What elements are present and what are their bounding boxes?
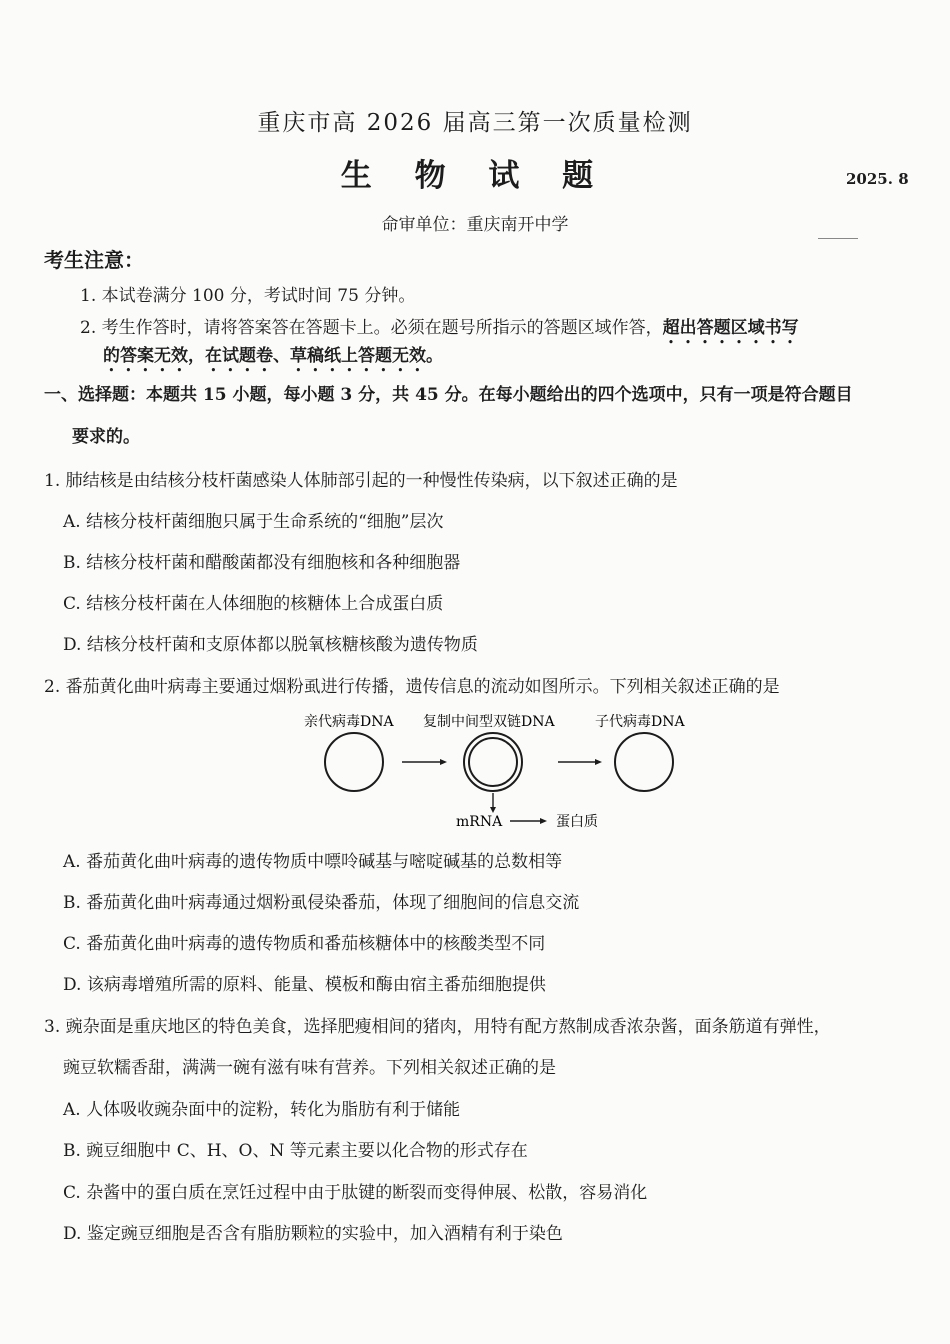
- question-3-stem-cont: 豌豆软糯香甜，满满一碗有滋有味有营养。下列相关叙述正确的是: [63, 1058, 556, 1078]
- question-2-option-c: C. 番茄黄化曲叶病毒的遗传物质和番茄核糖体中的核酸类型不同: [63, 934, 546, 954]
- label-parent-dna: 亲代病毒DNA: [304, 714, 394, 730]
- question-2-option-a: A. 番茄黄化曲叶病毒的遗传物质中嘌呤碱基与嘧啶碱基的总数相等: [63, 852, 563, 872]
- arrow-4-head: [540, 818, 547, 824]
- question-3-stem: 3. 豌杂面是重庆地区的特色美食，选择肥瘦相间的猪肉，用特有配方熬制成香浓杂酱，面条筋道有弹性，: [44, 1017, 831, 1037]
- parent-dna-circle: [325, 733, 383, 791]
- arrow-2-head: [595, 759, 602, 765]
- notice-item-1: 1. 本试卷满分 100 分，考试时间 75 分钟。: [80, 286, 416, 306]
- arrow-1-head: [440, 759, 447, 765]
- setter-unit: 命审单位：重庆南开中学: [381, 215, 569, 235]
- question-2-option-d: D. 该病毒增殖所需的原料、能量、模板和酶由宿主番茄细胞提供: [63, 975, 546, 995]
- question-1-stem: 1. 肺结核是由结核分枝杆菌感染人体肺部引起的一种慢性传染病，以下叙述正确的是: [44, 471, 678, 491]
- notice-item-2-emphasis-cont: 的答案无效，在试题卷、草稿纸上答题无效。: [103, 346, 443, 366]
- exam-name: 重庆市高 2026 届高三第一次质量检测: [257, 110, 693, 136]
- intermediate-dna-inner-circle: [469, 738, 517, 786]
- exam-date: 2025. 8: [846, 170, 909, 188]
- replication-diagram: [290, 705, 710, 835]
- label-protein: 蛋白质: [556, 814, 598, 830]
- label-progeny-dna: 子代病毒DNA: [595, 714, 685, 730]
- progeny-dna-circle: [615, 733, 673, 791]
- question-1-option-a: A. 结核分枝杆菌细胞只属于生命系统的“细胞”层次: [63, 512, 444, 532]
- question-2-option-b: B. 番茄黄化曲叶病毒通过烟粉虱侵染番茄，体现了细胞间的信息交流: [63, 893, 580, 913]
- question-3-option-c: C. 杂酱中的蛋白质在烹饪过程中由于肽键的断裂而变得伸展、松散，容易消化: [63, 1183, 648, 1203]
- label-mrna: mRNA: [456, 814, 503, 830]
- notice-heading: 考生注意：: [44, 248, 144, 272]
- section-heading-cont: 要求的。: [72, 427, 140, 447]
- question-3-option-b: B. 豌豆细胞中 C、H、O、N 等元素主要以化合物的形式存在: [63, 1141, 528, 1161]
- divider: [818, 238, 858, 239]
- question-3-option-a: A. 人体吸收豌杂面中的淀粉，转化为脂肪有利于储能: [63, 1100, 461, 1120]
- question-1-option-d: D. 结核分枝杆菌和支原体都以脱氧核糖核酸为遗传物质: [63, 635, 478, 655]
- question-1-option-c: C. 结核分枝杆菌在人体细胞的核糖体上合成蛋白质: [63, 594, 444, 614]
- question-3-option-d: D. 鉴定豌豆细胞是否含有脂肪颗粒的实验中，加入酒精有利于染色: [63, 1224, 563, 1244]
- notice-item-2-text: 2. 考生作答时，请将答案答在答题卡上。必须在题号所指示的答题区域作答，: [80, 318, 663, 338]
- section-heading: 一、选择题：本题共 15 小题，每小题 3 分，共 45 分。在每小题给出的四个选项中，只有一项是符合题目: [44, 385, 853, 405]
- intermediate-dna-outer-circle: [464, 733, 522, 791]
- label-intermediate-dna: 复制中间型双链DNA: [423, 714, 555, 730]
- arrow-3-head: [490, 807, 496, 813]
- notice-item-2-emphasis: 超出答题区域书写: [662, 318, 799, 338]
- subject-title: 生 物 试 题: [340, 158, 610, 194]
- question-2-stem: 2. 番茄黄化曲叶病毒主要通过烟粉虱进行传播，遗传信息的流动如图所示。下列相关叙述正确的是: [44, 677, 780, 697]
- question-1-option-b: B. 结核分枝杆菌和醋酸菌都没有细胞核和各种细胞器: [63, 553, 461, 573]
